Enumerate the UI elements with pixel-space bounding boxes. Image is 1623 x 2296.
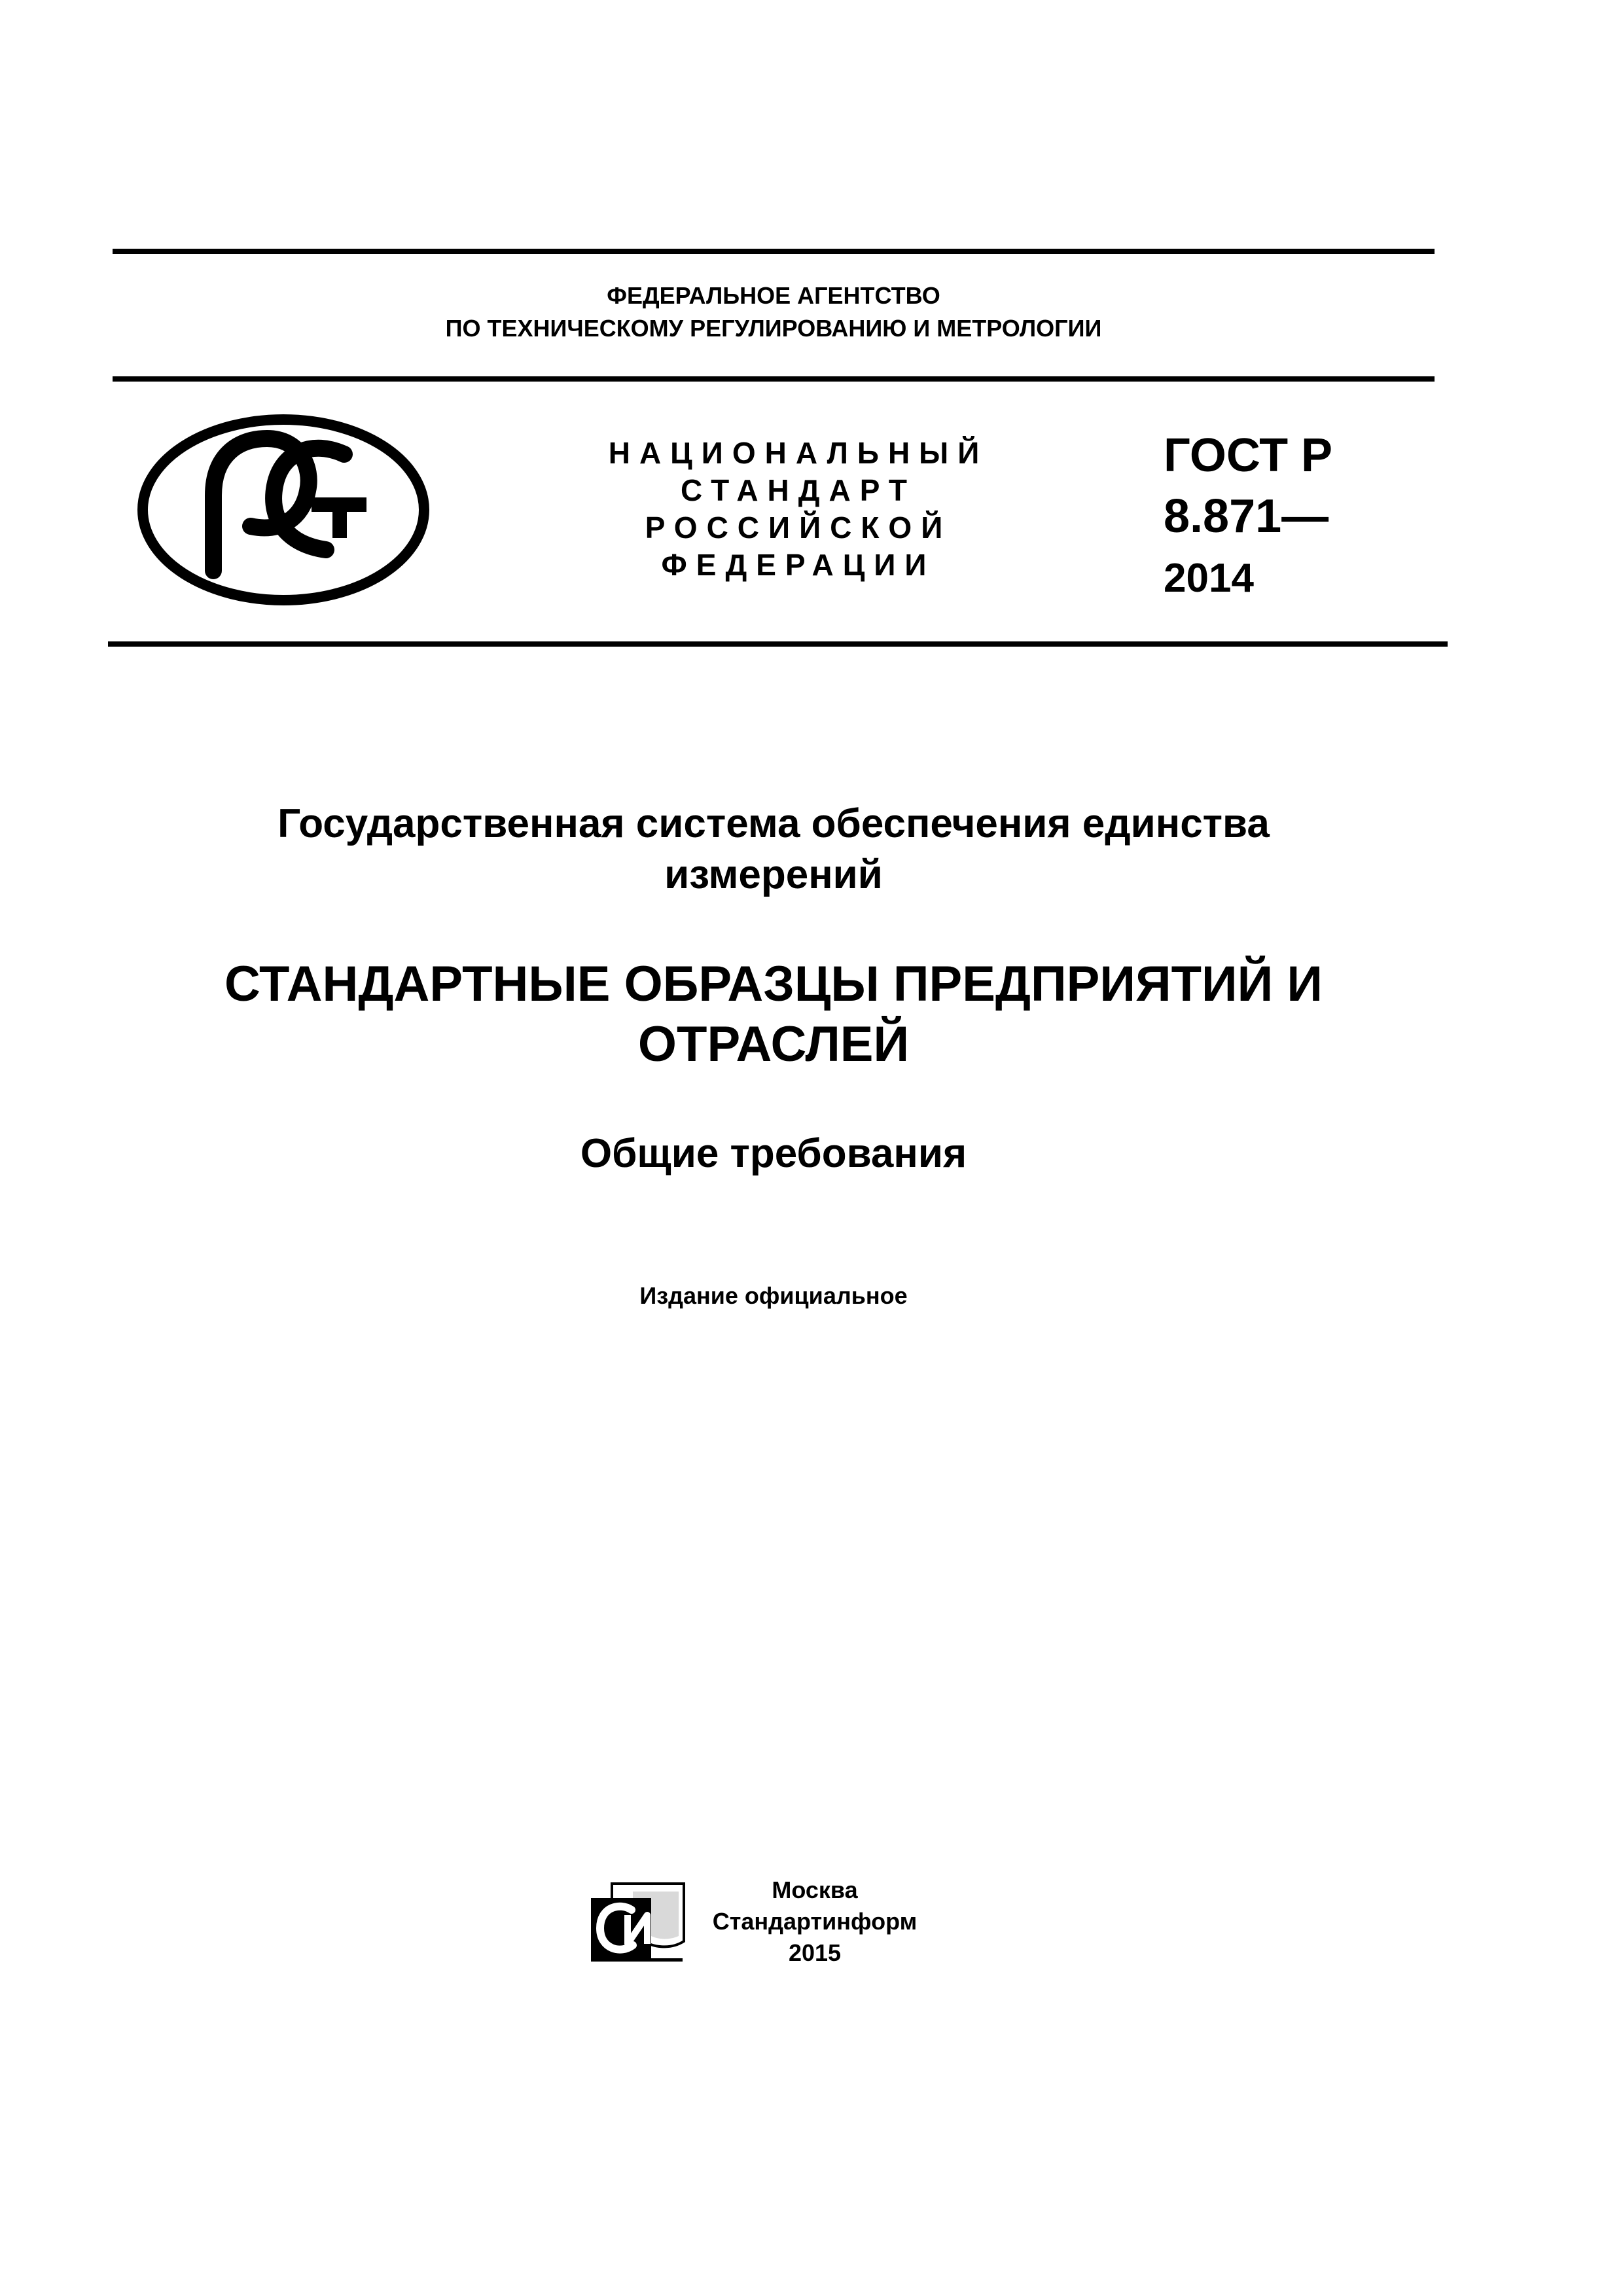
top-rule (113, 249, 1435, 254)
series-title-line-1: Государственная система обеспечения единства (277, 801, 1270, 846)
standard-type-line-1: НАЦИОНАЛЬНЫЙ (608, 436, 989, 470)
imprint-city: Москва (772, 1876, 858, 1903)
document-title-line-1: СТАНДАРТНЫЕ ОБРАЗЦЫ ПРЕДПРИЯТИЙ И (224, 956, 1323, 1012)
imprint-publisher: Стандартинформ (712, 1908, 918, 1935)
agency-name-line-1: ФЕДЕРАЛЬНОЕ АГЕНТСТВО (607, 282, 940, 309)
imprint-year: 2015 (788, 1939, 842, 1966)
standartinform-logo-icon (586, 1878, 687, 1964)
standard-type-line-2: СТАНДАРТ (681, 473, 916, 507)
standard-designation-line-1: ГОСТ Р (1164, 429, 1333, 482)
standard-designation-line-2: 8.871— (1164, 490, 1329, 543)
edition-label: Издание официальное (639, 1282, 908, 1309)
standard-type-line-4: ФЕДЕРАЦИИ (661, 548, 936, 582)
document-subtitle: Общие требования (580, 1131, 967, 1176)
gost-r-emblem-icon (136, 414, 431, 607)
standard-designation-year: 2014 (1164, 556, 1254, 601)
designation-bottom-rule (108, 641, 1448, 647)
agency-name-line-2: ПО ТЕХНИЧЕСКОМУ РЕГУЛИРОВАНИЮ И МЕТРОЛОГИИ (445, 315, 1102, 342)
header-bottom-rule (113, 376, 1435, 382)
series-title-line-2: измерений (664, 852, 883, 897)
standard-type-line-3: РОССИЙСКОЙ (645, 511, 952, 545)
document-title-line-2: ОТРАСЛЕЙ (637, 1016, 910, 1072)
